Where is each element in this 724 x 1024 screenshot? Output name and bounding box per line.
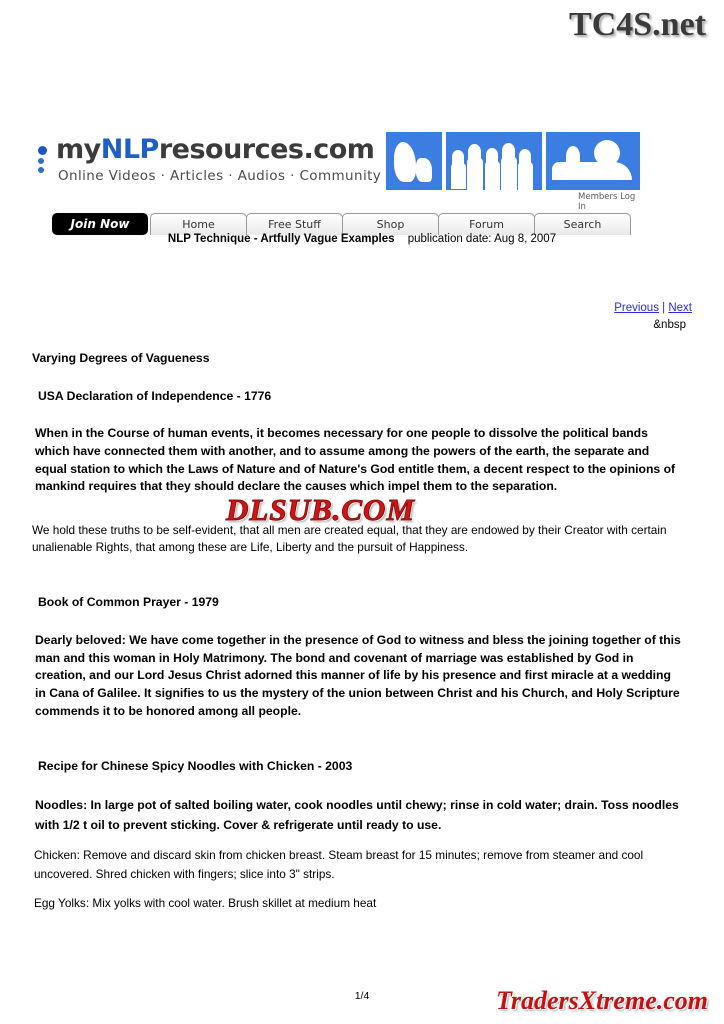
next-link[interactable]: Next xyxy=(668,302,692,314)
document-title-bar xyxy=(0,233,724,245)
document-body xyxy=(32,350,684,913)
pager xyxy=(614,302,692,314)
logo-resources: resources.com xyxy=(158,134,375,165)
site-tagline: Online Videos · Articles · Audios · Community xyxy=(58,168,382,184)
header-divider xyxy=(28,250,696,251)
banner-image-abstract xyxy=(386,132,442,190)
tradersxtreme-watermark: TradersXtreme.com xyxy=(495,986,708,1015)
publication-date: publication date: Aug 8, 2007 xyxy=(407,233,557,245)
page-number: 1/4 xyxy=(354,990,370,1002)
page-title: NLP Technique - Artfully Vague Examples xyxy=(167,233,395,245)
nav-tab-shop[interactable]: Shop xyxy=(342,213,439,235)
heading-declaration-of-independence: USA Declaration of Independence - 1776 xyxy=(38,388,272,403)
paragraph-recipe-noodles: Noodles: In large pot of salted boiling water, cook noodles until chewy; rinse in cold water; drain. Toss noodles with 1/2 t oil to prevent sticking. Cover & refrigerate until ready to use. xyxy=(35,798,679,832)
members-login-link[interactable]: Members Log In xyxy=(578,192,636,212)
heading-recipe: Recipe for Chinese Spicy Noodles with Chicken - 2003 xyxy=(38,759,353,774)
tc4s-watermark: TC4S.net xyxy=(569,6,706,43)
paragraph-prayer: Dearly beloved: We have come together in the presence of God to witness and bless the joining together of this man and this woman in Holy Matrimony. The bond and covenant of marriage was established by God in creation, and our Lord Jesus Christ adorned this manner of life by his presence and first miracle at a wedding in Cana of Galilee. It signifies to us the mystery of the union between Christ and his Church, and Holy Scripture commends it to be honored among all people. xyxy=(35,633,681,718)
previous-link[interactable]: Previous xyxy=(614,302,659,314)
nav-tab-free-stuff[interactable]: Free Stuff xyxy=(246,213,343,235)
paragraph-recipe-egg-yolks: Egg Yolks: Mix yolks with cool water. Brush skillet at medium heat xyxy=(34,895,377,910)
logo-my: my xyxy=(56,134,101,165)
dlsub-watermark: DLSUB.COM xyxy=(226,492,416,527)
site-logo-text xyxy=(56,134,374,165)
paragraph-recipe-chicken: Chicken: Remove and discard skin from chicken breast. Steam breast for 15 minutes; remove from steamer and cool uncovered. Shred chicken with fingers; slice into 3" strips. xyxy=(34,847,644,881)
section-heading-vagueness: Varying Degrees of Vagueness xyxy=(32,351,210,365)
paragraph-doi-1: When in the Course of human events, it becomes necessary for one people to dissolve the political bands which have connected them with another, and to assume among the powers of the earth, the separate and equal station to which the Laws of Nature and of Nature's God entitle them, a decent respect to the opinions of mankind requires that they should declare the causes which impel them to the separation. xyxy=(35,426,676,494)
nbsp-text: &nbsp xyxy=(653,319,686,331)
pager-separator: | xyxy=(658,302,669,314)
banner-image-group xyxy=(446,132,542,190)
nav-tab-search[interactable]: Search xyxy=(534,213,631,235)
logo-nlp: NLP xyxy=(100,134,159,165)
join-now-button[interactable]: Join Now xyxy=(52,213,148,235)
logo-dots-icon xyxy=(38,146,52,172)
paragraph-doi-2: We hold these truths to be self-evident, that all men are created equal, that they are endowed by their Creator with certain unalienable Rights, that among these are Life, Liberty and the pursuit of Happiness. xyxy=(32,523,667,555)
banner-image-landscape xyxy=(546,132,640,190)
banner-image-strip xyxy=(386,132,640,190)
nav-tab-forum[interactable]: Forum xyxy=(438,213,535,235)
heading-book-of-common-prayer: Book of Common Prayer - 1979 xyxy=(38,595,219,610)
site-navbar xyxy=(52,213,630,235)
nav-tab-home[interactable]: Home xyxy=(150,213,247,235)
site-masthead xyxy=(38,132,638,212)
